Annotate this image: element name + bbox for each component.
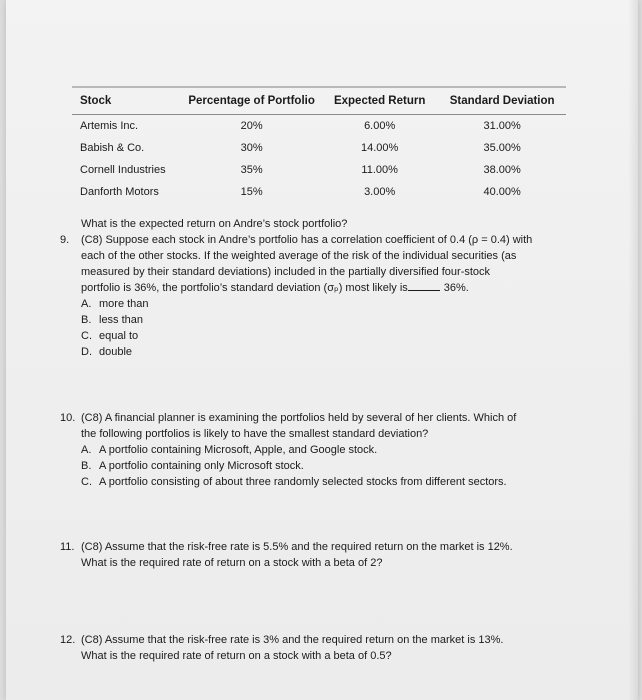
question-9 xyxy=(60,232,532,360)
question-10-line-1: (C8) A financial planner is examining the portfolios held by several of her clients. Which of xyxy=(81,412,517,424)
cell-stock: Danforth Motors xyxy=(80,186,159,198)
question-8-text: What is the expected return on Andre’s stock portfolio? xyxy=(81,218,348,230)
table-row xyxy=(72,115,566,138)
question-12-line-2: What is the required rate of return on a stock with a beta of 0.5? xyxy=(81,650,392,662)
cell-stock: Artemis Inc. xyxy=(80,120,139,132)
document-page xyxy=(6,0,638,700)
cell-standard-deviation: 38.00% xyxy=(483,164,521,176)
question-12-line-1: (C8) Assume that the risk-free rate is 3% and the required return on the market is 13%. xyxy=(81,634,504,646)
question-11 xyxy=(60,539,513,571)
table-row xyxy=(72,181,566,203)
question-9-line-1: (C8) Suppose each stock in Andre’s portfolio has a correlation coefficient of 0.4 (ρ = 0.4) with xyxy=(81,234,533,246)
cell-stock: Babish & Co. xyxy=(80,142,145,154)
question-12 xyxy=(60,632,503,664)
question-11-line-1: (C8) Assume that the risk-free rate is 5.5% and the required return on the market is 12%. xyxy=(81,541,513,553)
question-11-line-2: What is the required rate of return on a stock with a beta of 2? xyxy=(81,557,383,569)
question-9-line-4 xyxy=(81,280,532,296)
question-number: 10. xyxy=(60,412,76,424)
question-9-line-2: each of the other stocks. If the weighted average of the risk of the individual securities (as xyxy=(81,250,517,262)
question-9-line-4-text: portfolio is 36%, the portfolio’s standard deviation (σₚ) most likely is xyxy=(81,282,408,294)
header-standard-deviation: Standard Deviation xyxy=(438,87,566,115)
cell-stock: Cornell Industries xyxy=(80,164,166,176)
cell-percentage: 20% xyxy=(240,120,263,132)
cell-percentage: 35% xyxy=(240,164,263,176)
portfolio-table xyxy=(72,86,566,203)
cell-expected-return: 3.00% xyxy=(364,186,396,198)
question-8 xyxy=(81,216,347,232)
question-number: 9. xyxy=(60,234,70,246)
header-stock: Stock xyxy=(72,87,182,115)
question-number: 11. xyxy=(60,541,75,553)
option-c: C. equal to xyxy=(81,330,139,342)
cell-percentage: 30% xyxy=(240,142,263,154)
question-10 xyxy=(60,410,516,490)
table-header-row xyxy=(72,87,566,115)
option-b: B. A portfolio containing only Microsoft stock. xyxy=(81,460,304,472)
cell-expected-return: 11.00% xyxy=(361,164,398,176)
option-a: A. A portfolio containing Microsoft, Apple, and Google stock. xyxy=(81,444,378,456)
question-number: 12. xyxy=(60,634,76,646)
question-9-line-4-end: 36%. xyxy=(443,282,469,294)
cell-standard-deviation: 31.00% xyxy=(483,120,521,132)
question-10-line-2: the following portfolios is likely to have the smallest standard deviation? xyxy=(81,428,429,440)
option-a: A. more than xyxy=(81,298,149,310)
answer-blank xyxy=(408,280,440,291)
table-row xyxy=(72,159,566,181)
option-d: D. double xyxy=(81,346,133,358)
header-percentage: Percentage of Portfolio xyxy=(182,87,321,115)
cell-percentage: 15% xyxy=(240,186,263,198)
cell-expected-return: 14.00% xyxy=(361,142,399,154)
page-edge-shadow xyxy=(628,0,638,700)
header-expected-return: Expected Return xyxy=(321,87,438,115)
option-c: C. A portfolio consisting of about three randomly selected stocks from different sectors. xyxy=(81,476,507,488)
option-b: B. less than xyxy=(81,314,144,326)
cell-standard-deviation: 35.00% xyxy=(483,142,521,154)
cell-standard-deviation: 40.00% xyxy=(483,186,521,198)
question-9-line-3: measured by their standard deviations) included in the partially diversified four-stock xyxy=(81,266,491,278)
cell-expected-return: 6.00% xyxy=(364,120,396,132)
table-row xyxy=(72,137,566,159)
